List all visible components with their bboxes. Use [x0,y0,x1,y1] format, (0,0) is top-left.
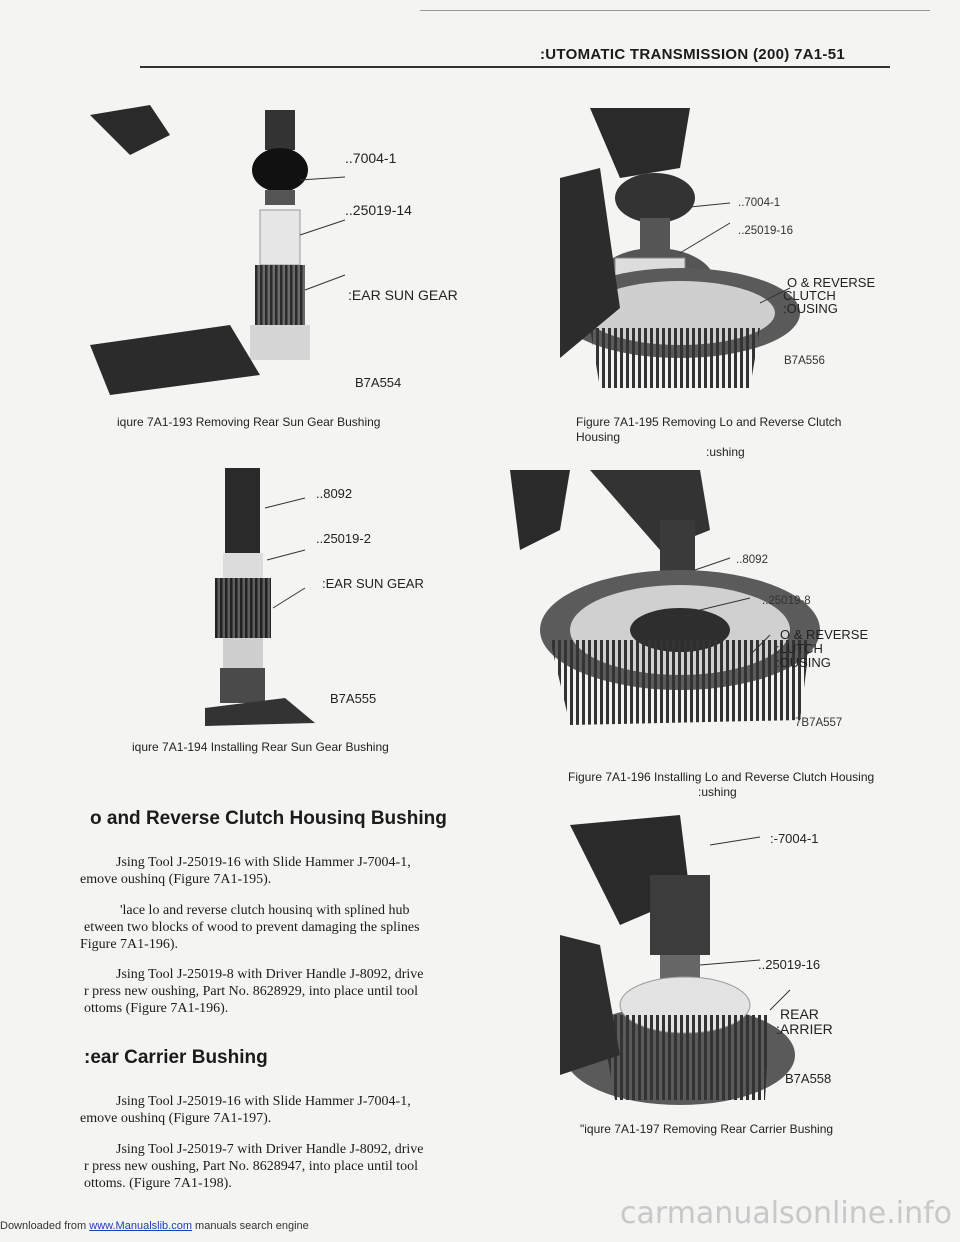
fig196-caption-line1: Figure 7A1-196 Installing Lo and Reverse Clutch Housing [568,770,875,784]
s2p1-line1: Jsing Tool J-25019-16 with Slide Hammer J-7004-1, [116,1094,411,1109]
s1p1-line1: Jsing Tool J-25019-16 with Slide Hammer J-7004-1, [116,855,411,870]
figure-197-illustration [560,815,890,1105]
section2-para1 [80,1093,480,1127]
s1p3-line2: r press new oushing, Part No. 8628929, into place until tool [84,984,419,999]
fig196-label-5: :OUSING [776,655,831,670]
fig194-figure-code: B7A555 [330,691,377,706]
fig195-figure-code: B7A556 [784,355,825,367]
page-header-title: :UTOMATIC TRANSMISSION (200) 7A1-51 [540,46,845,63]
footer [0,1220,309,1232]
fig196-caption [568,770,888,800]
s2p1-line2: emove oushinq (Figure 7A1-197). [80,1111,272,1126]
s1p2-line2: etween two blocks of wood to prevent damaging the splines [84,920,420,935]
section1-para3 [80,966,480,1017]
fig197-caption: "iqure 7A1-197 Removing Rear Carrier Bushing [580,1122,834,1136]
fig197-figure-code: B7A558 [785,1071,832,1086]
s1p2-line3: Figure 7A1-196). [80,937,178,952]
fig195-caption-line2: :ushing [706,445,745,459]
figure-193-photo [90,95,400,405]
figure-195-illustration [560,108,890,388]
header-rule [140,66,890,68]
s2p2-line1: Jsing Tool J-25019-7 with Driver Handle J-8092, drive [116,1142,424,1157]
section-heading-rear-carrier: :ear Carrier Bushing [84,1047,268,1068]
fig195-label-4: CLUTCH [783,288,836,303]
figure-195-photo [560,108,890,388]
fig196-label-4: :LUTCH [776,641,823,656]
fig193-label-2: ..25019-14 [345,202,412,218]
fig196-figure-code: 7B7A557 [795,717,843,729]
fig196-label-2: ..25019-8 [762,595,811,607]
fig193-figure-code: B7A554 [355,375,402,390]
figure-197-photo [560,815,890,1105]
watermark: carmanualsonline.info [620,1196,952,1231]
fig195-caption-line1: Figure 7A1-195 Removing Lo and Reverse Clutch Housing [576,415,842,444]
section1-para1 [80,854,480,888]
fig197-label-2: ..25019-16 [758,957,821,972]
section1-para2 [80,902,480,953]
section-heading-lo-reverse: o and Reverse Clutch Housinq Bushing [90,808,447,829]
footer-suffix: manuals search engine [191,1220,309,1232]
section2-para2 [80,1141,480,1192]
fig194-caption: iqure 7A1-194 Installing Rear Sun Gear Bushing [132,740,389,754]
fig193-label-3: :EAR SUN GEAR [348,287,458,303]
figure-194-photo [205,468,375,728]
fig197-label-1: :-7004-1 [770,831,819,846]
fig195-label-1: ..7004-1 [738,197,781,209]
fig195-label-5: :OUSING [783,301,838,316]
fig195-label-3: O & REVERSE [787,275,876,290]
fig194-label-1: ..8092 [316,486,353,501]
fig193-caption: iqure 7A1-193 Removing Rear Sun Gear Bushing [117,415,381,429]
s1p3-line1: Jsing Tool J-25019-8 with Driver Handle J-8092, drive [116,967,424,982]
figure-196-illustration [510,470,870,745]
top-edge-rule [420,10,930,11]
fig194-label-3: :EAR SUN GEAR [322,576,424,591]
fig197-label-3: REAR [780,1006,819,1022]
fig196-label-3: O & REVERSE [780,627,869,642]
s1p3-line3: ottoms (Figure 7A1-196). [84,1001,229,1016]
footer-link[interactable]: www.Manualslib.com [89,1220,192,1232]
s2p2-line2: r press new oushing, Part No. 8628947, into place until tool [84,1159,419,1174]
figure-196-photo [510,470,870,745]
footer-prefix: Downloaded from [0,1220,90,1232]
fig195-caption [576,415,876,460]
fig195-label-2: ..25019-16 [738,225,793,237]
fig194-label-2: ..25019-2 [316,531,371,546]
fig196-label-1: ..8092 [736,554,768,566]
s1p2-line1: 'lace lo and reverse clutch housinq with splined hub [120,903,410,918]
fig193-label-1: ..7004-1 [345,150,397,166]
s1p1-line2: emove oushinq (Figure 7A1-195). [80,872,272,887]
fig197-label-4: :ARRIER [776,1021,833,1037]
s2p2-line3: ottoms. (Figure 7A1-198). [84,1176,232,1191]
figure-193-illustration [90,95,400,405]
figure-194-illustration [205,468,375,728]
fig196-caption-line2: :ushing [698,785,737,799]
